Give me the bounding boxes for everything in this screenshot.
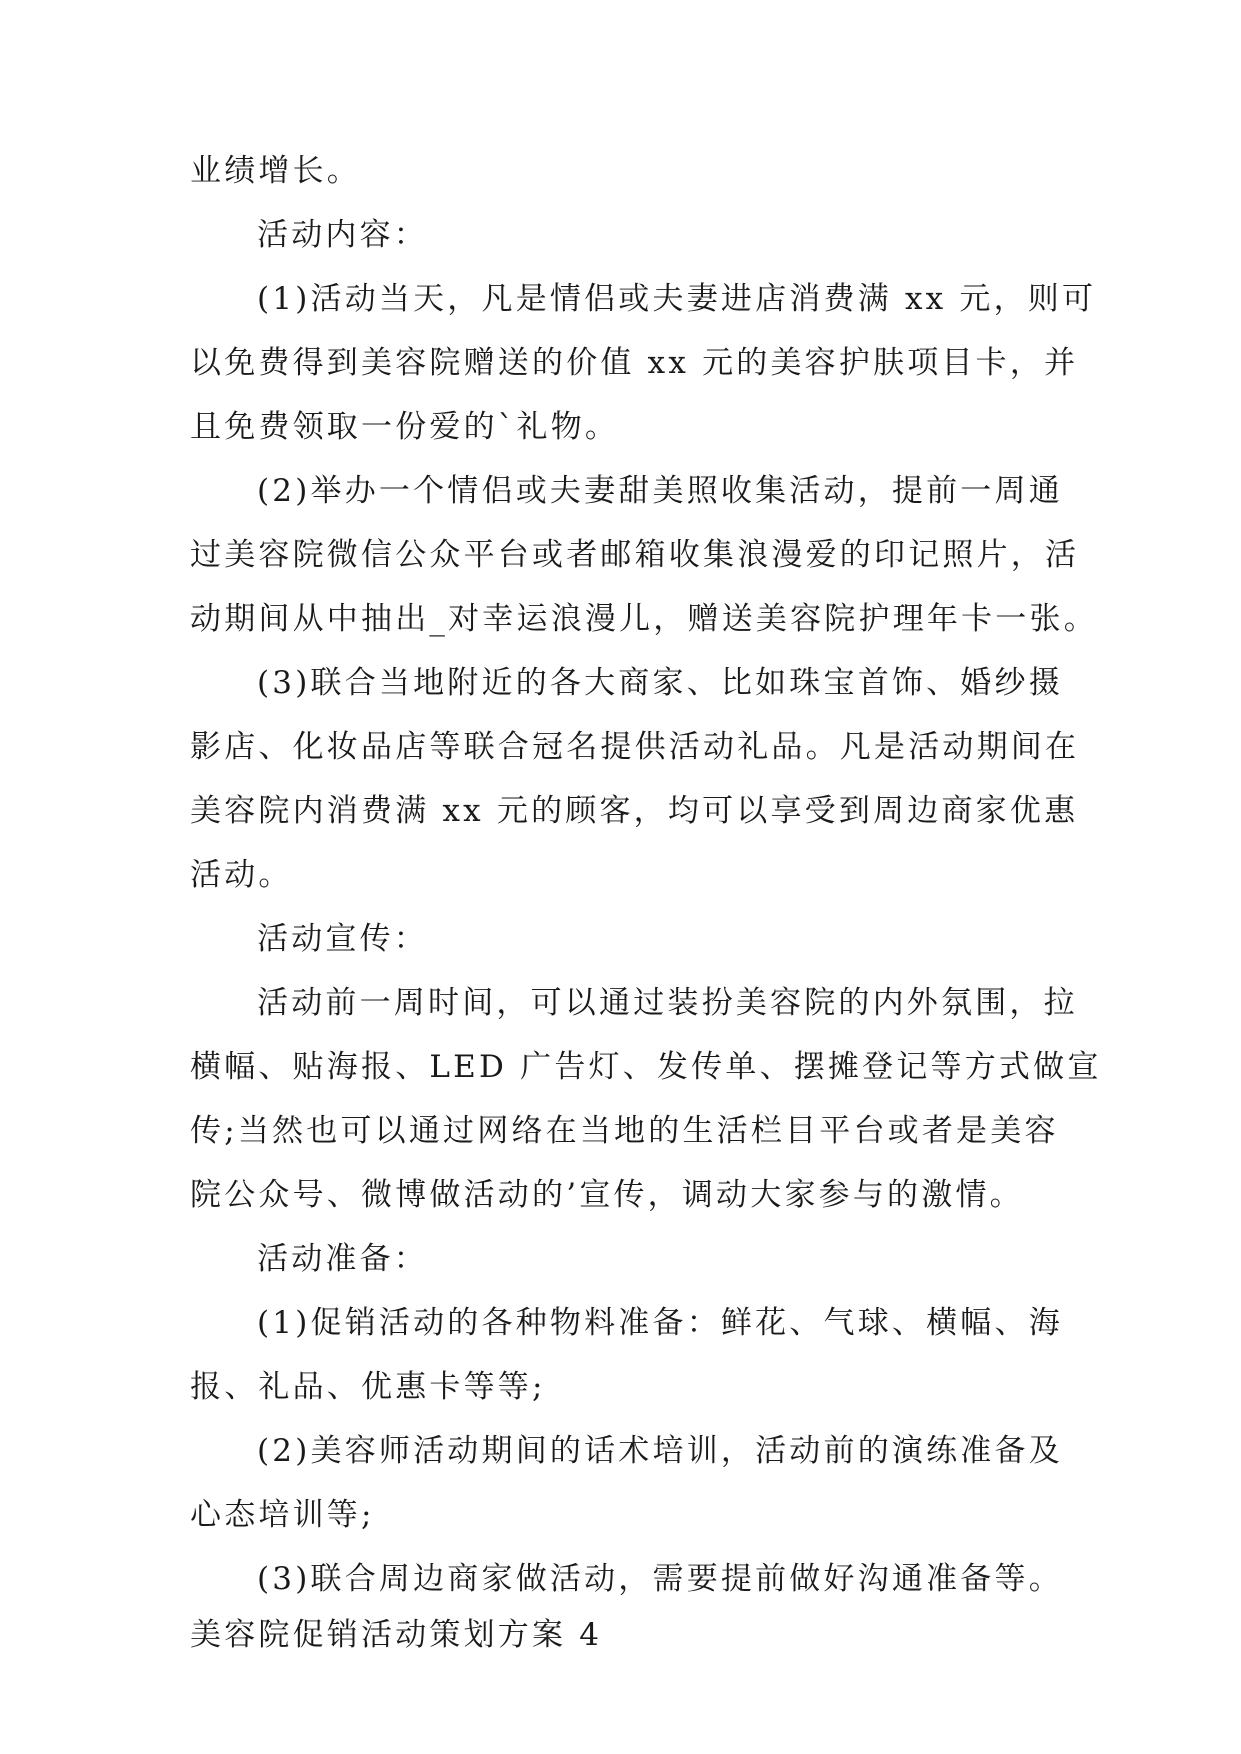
text-line: 心态培训等; xyxy=(190,1497,375,1533)
text-line: 传;当然也可以通过网络在当地的生活栏目平台或者是美容 xyxy=(190,1113,1059,1149)
text-line: 横幅、贴海报、LED 广告灯、发传单、摆摊登记等方式做宣 xyxy=(190,1049,1102,1085)
text-line: 美容院内消费满 xx 元的顾客，均可以享受到周边商家优惠 xyxy=(190,793,1079,829)
text-line: (1)活动当天，凡是情侣或夫妻进店消费满 xx 元，则可 xyxy=(257,281,1097,317)
text-line: 院公众号、微博做活动的’宣传，调动大家参与的激情。 xyxy=(190,1177,1024,1213)
document-title: 美容院促销活动策划方案 4 xyxy=(190,1617,603,1653)
section-heading-preparation: 活动准备： xyxy=(257,1241,428,1277)
text-line: 报、礼品、优惠卡等等; xyxy=(190,1369,546,1405)
text-line: (1)促销活动的各种物料准备：鲜花、气球、横幅、海 xyxy=(257,1305,1063,1341)
text-line: (2)举办一个情侣或夫妻甜美照收集活动，提前一周通 xyxy=(257,473,1063,509)
text-line: 活动。 xyxy=(190,857,293,893)
text-line: 动期间从中抽出_对幸运浪漫儿，赠送美容院护理年卡一张。 xyxy=(190,601,1098,637)
text-line: 且免费领取一份爱的`礼物。 xyxy=(190,409,620,445)
text-line: (3)联合当地附近的各大商家、比如珠宝首饰、婚纱摄 xyxy=(257,665,1063,701)
section-heading-content: 活动内容： xyxy=(257,217,428,253)
text-line: 影店、化妆品店等联合冠名提供活动礼品。凡是活动期间在 xyxy=(190,729,1080,765)
text-line: (2)美容师活动期间的话术培训，活动前的演练准备及 xyxy=(257,1433,1063,1469)
text-line: 业绩增长。 xyxy=(190,153,361,189)
text-line: 过美容院微信公众平台或者邮箱收集浪漫爱的印记照片，活 xyxy=(190,537,1080,573)
text-line: (3)联合周边商家做活动，需要提前做好沟通准备等。 xyxy=(257,1561,1063,1597)
text-line: 活动前一周时间，可以通过装扮美容院的内外氛围，拉 xyxy=(257,985,1078,1021)
text-line: 以免费得到美容院赠送的价值 xx 元的美容护肤项目卡，并 xyxy=(190,345,1079,381)
section-heading-promotion: 活动宣传： xyxy=(257,921,428,957)
